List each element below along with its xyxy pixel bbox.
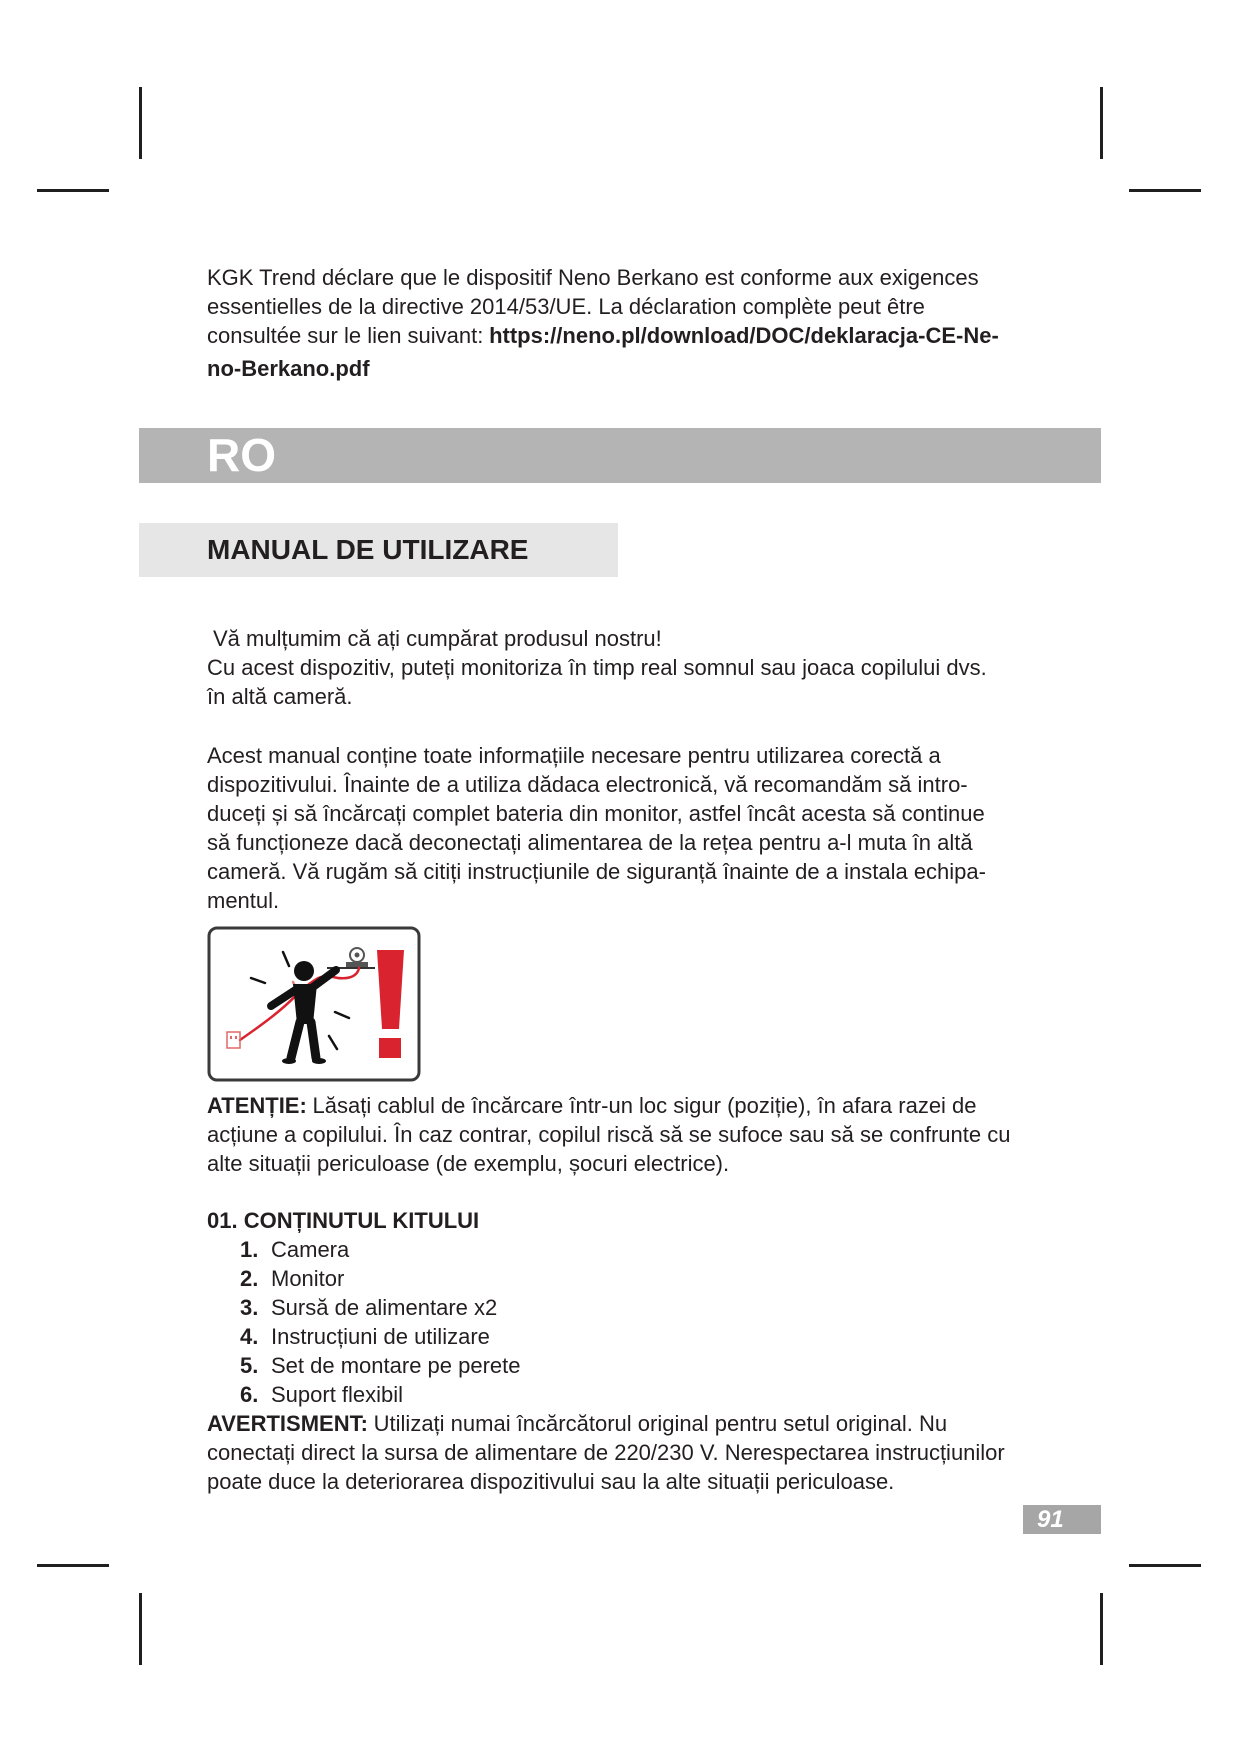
exclamation-icon [377, 950, 404, 1058]
list-item-label: Sursă de alimentare x2 [271, 1295, 498, 1320]
language-code: RO [207, 429, 276, 481]
child-cable-hazard-icon [207, 926, 421, 1082]
declaration-url-part-1: https://neno.pl/download/DOC/deklaracja-CE-Ne- [489, 323, 999, 348]
list-item-label: Suport flexibil [271, 1382, 404, 1407]
declaration-link-intro: consultée sur le lien suivant: [207, 323, 484, 348]
attention-line: acțiune a copilului. În caz contrar, copilul riscă să se sufoce sau să se confrunte cu [207, 1122, 1011, 1147]
list-item [207, 1380, 1005, 1409]
thanks-line: în altă cameră. [207, 684, 353, 709]
crop-mark-top-left-horizontal [37, 189, 109, 192]
language-banner [139, 428, 1101, 483]
list-item-label: Camera [271, 1237, 350, 1262]
manual-title: MANUAL DE UTILIZARE [207, 534, 529, 565]
list-item [207, 1264, 1005, 1293]
list-item [207, 1322, 1005, 1351]
thanks-paragraph [207, 624, 987, 711]
list-item [207, 1351, 1005, 1380]
description-line: Acest manual conține toate informațiile necesare pentru utilizarea corectă a [207, 743, 941, 768]
thanks-line: Cu acest dispozitiv, puteți monitoriza în timp real somnul sau joaca copilului dvs. [207, 655, 987, 680]
manual-title-box [139, 523, 618, 577]
description-line: dispozitivului. Înainte de a utiliza dădaca electronică, vă recomandăm să intro- [207, 772, 968, 797]
warning-line: conectați direct la sursa de alimentare de 220/230 V. Nerespectarea instrucțiunilor [207, 1440, 1005, 1465]
attention-label: ATENȚIE: [207, 1093, 307, 1118]
crop-mark-top-right-vertical [1100, 87, 1103, 159]
kit-contents-heading: 01. CONȚINUTUL KITULUI [207, 1208, 480, 1233]
declaration-line: essentielles de la directive 2014/53/UE. La déclaration complète peut être [207, 294, 925, 319]
list-item-label: Instrucțiuni de utilizare [271, 1324, 490, 1349]
page-number: 91 [1037, 1506, 1064, 1533]
warning-line: poate duce la deteriorarea dispozitivului sau la alte situații periculoase. [207, 1469, 895, 1494]
crop-mark-top-right-horizontal [1129, 189, 1201, 192]
description-line: duceți și să încărcați complet bateria din monitor, astfel încât acesta să continue [207, 801, 985, 826]
list-item-label: Set de montare pe perete [271, 1353, 521, 1378]
thanks-line: Vă mulțumim că ați cumpărat produsul nostru! [213, 626, 662, 651]
attention-line [207, 1091, 1010, 1120]
warning-line [207, 1409, 1005, 1438]
description-line: mentul. [207, 888, 280, 913]
attention-text: Lăsați cablul de încărcare într-un loc sigur (poziție), în afara razei de [312, 1093, 977, 1118]
crop-mark-bottom-left-vertical [139, 1593, 142, 1665]
declaration-line: KGK Trend déclare que le dispositif Neno Berkano est conforme aux exigences [207, 265, 979, 290]
list-item-number: 2. [240, 1266, 259, 1291]
kit-contents-section [207, 1206, 1005, 1496]
list-item-number: 1. [240, 1237, 259, 1262]
warning-text: Utilizați numai încărcătorul original pentru setul original. Nu [373, 1411, 948, 1436]
list-item-number: 3. [240, 1295, 259, 1320]
attention-paragraph [207, 1091, 1010, 1178]
page-number-box [1023, 1505, 1101, 1534]
crop-mark-bottom-right-vertical [1100, 1593, 1103, 1665]
list-item-number: 6. [240, 1382, 259, 1407]
declaration-link-line [207, 321, 999, 350]
hazard-illustration-svg [207, 926, 421, 1082]
crop-mark-bottom-right-horizontal [1129, 1564, 1201, 1567]
list-item [207, 1235, 1005, 1264]
description-line: cameră. Vă rugăm să citiți instrucțiunile de siguranță înainte de a instala echipa- [207, 859, 986, 884]
list-item-number: 5. [240, 1353, 259, 1378]
crop-mark-bottom-left-horizontal [37, 1564, 109, 1567]
description-line: să funcționeze dacă deconectați alimentarea de la rețea pentru a-l muta în altă [207, 830, 973, 855]
crop-mark-top-left-vertical [139, 87, 142, 159]
warning-label: AVERTISMENT: [207, 1411, 368, 1436]
description-paragraph [207, 741, 986, 915]
list-item-number: 4. [240, 1324, 259, 1349]
list-item [207, 1293, 1005, 1322]
declaration-url-part-2: no-Berkano.pdf [207, 356, 370, 381]
list-item-label: Monitor [271, 1266, 345, 1291]
french-declaration [207, 263, 999, 383]
attention-line: alte situații periculoase (de exemplu, șocuri electrice). [207, 1151, 730, 1176]
